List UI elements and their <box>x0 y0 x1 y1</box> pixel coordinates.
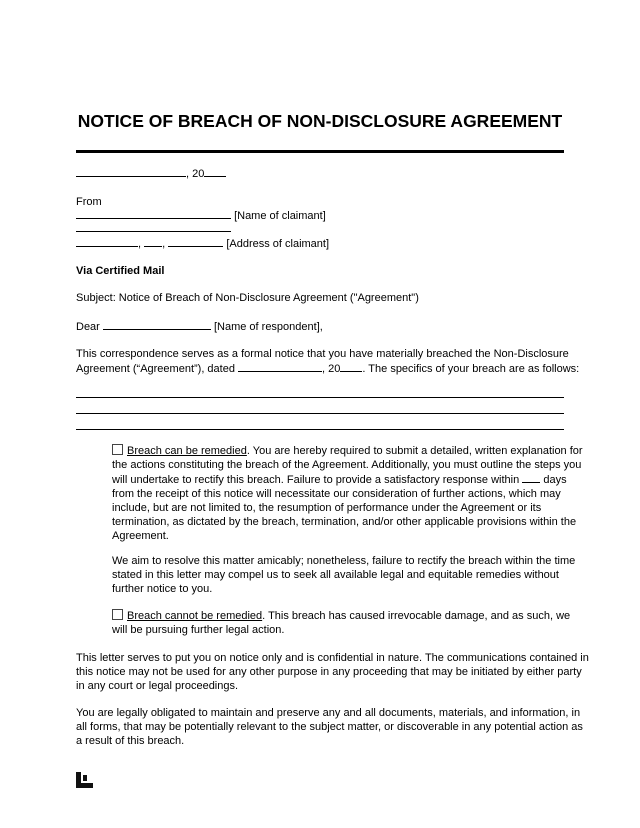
remedied-option-paragraph: Breach can be remedied. You are hereby required to submit a detailed, written explanation for the actions constituting the breach of the Agreement. Additionally, you must outline the steps you will undertake to rectify this breach. Failure to provide a satisfactory response within days from the receipt of this notice will necessitate our consideration of further actions, which may include, but are not limited to, the resumption of performance under the Agreement or its termination, as dictated by the breach, termination, and/or other applicable provisions within the Agreement. <box>112 445 583 542</box>
respondent-name-blank[interactable] <box>103 319 211 330</box>
date-line: , 20 <box>76 166 226 181</box>
subject-line: Subject: Notice of Breach of Non-Disclosure Agreement ("Agreement") <box>76 292 419 304</box>
breach-details-line-2[interactable] <box>76 413 564 414</box>
not-remedied-label: Breach cannot be remedied <box>127 610 263 622</box>
claimant-name-line <box>76 208 326 223</box>
date-blank[interactable] <box>76 166 186 177</box>
year-blank[interactable] <box>204 166 226 177</box>
claimant-name-blank[interactable] <box>76 208 231 219</box>
remedied-label: Breach can be remedied <box>127 445 247 457</box>
salutation-line: Dear [Name of respondent], <box>76 321 323 333</box>
address-zip-blank[interactable] <box>168 236 223 247</box>
delivery-method: Via Certified Mail <box>76 265 165 277</box>
address-state-blank[interactable] <box>144 236 162 247</box>
document-title: NOTICE OF BREACH OF NON-DISCLOSURE AGREEMENT <box>77 111 563 131</box>
breach-details-line-1[interactable] <box>76 397 564 398</box>
preservation-paragraph: You are legally obligated to maintain and preserve any and all documents, materials, and information, in all forms, that may be potentially relevant to the subject matter, or discoverable in any potential action as a result of this breach. <box>76 707 583 747</box>
intro-paragraph: This correspondence serves as a formal notice that you have materially breached the Non-Disclosure Agreement (“Agreement”), dated , 20 . The specifics of your breach are as follows: <box>76 348 580 375</box>
agreement-year-blank[interactable] <box>340 361 362 372</box>
claimant-address-line: , , [Address of claimant] <box>76 236 329 251</box>
breach-details-line-3[interactable] <box>76 429 564 430</box>
from-label: From <box>76 196 102 208</box>
remedied-checkbox[interactable] <box>112 444 123 455</box>
address-street-blank[interactable] <box>76 236 138 247</box>
amicable-paragraph: We aim to resolve this matter amicably; nonetheless, failure to rectify the breach within the time stated in this letter may compel us to seek all available legal and equitable remedies without further notice to you. <box>112 555 576 595</box>
confidential-paragraph: This letter serves to put you on notice only and is confidential in nature. The communications contained in this notice may not be used for any other purpose in any proceeding that may be initiated by either party in any court or legal proceedings. <box>76 652 589 692</box>
agreement-date-blank[interactable] <box>238 361 322 372</box>
claimant-extra-blank[interactable] <box>76 231 231 232</box>
claimant-name-label: [Name of claimant] <box>234 210 326 222</box>
claimant-address-label: [Address of claimant] <box>226 238 330 250</box>
title-divider <box>76 150 564 153</box>
response-days-blank[interactable] <box>522 472 540 483</box>
legal-templates-logo-icon <box>76 772 94 788</box>
not-remedied-option-paragraph: Breach cannot be remedied. This breach has caused irrevocable damage, and as such, we will be pursuing further legal action. <box>112 610 571 636</box>
not-remedied-checkbox[interactable] <box>112 609 123 620</box>
